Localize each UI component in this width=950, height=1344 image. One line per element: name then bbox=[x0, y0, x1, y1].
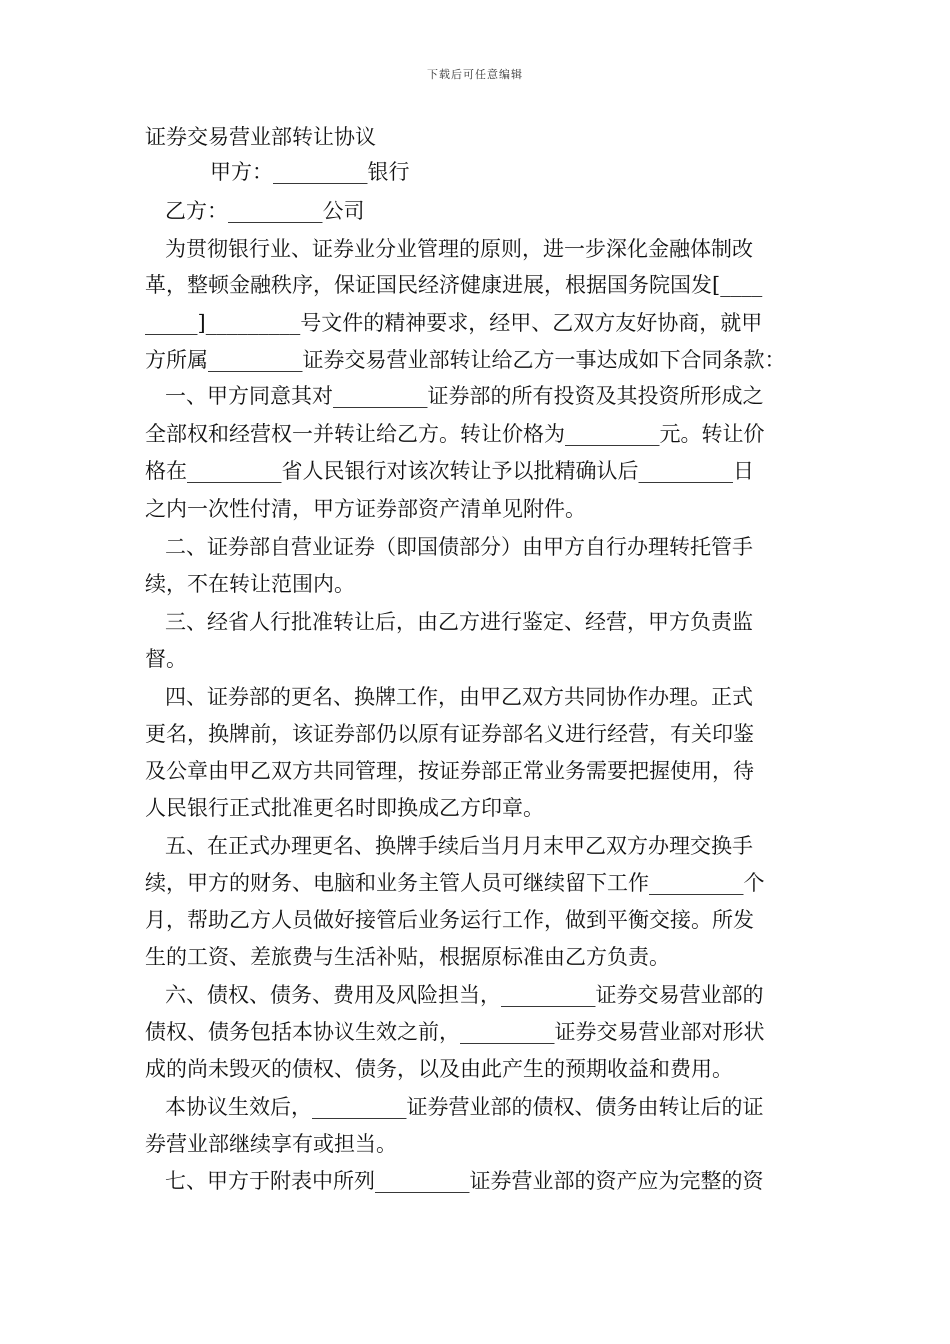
text-line: 三、经省人行批准转让后，由乙方进行鉴定、经营，甲方负责监 bbox=[165, 610, 753, 634]
text-line: 券营业部继续享有或担当。 bbox=[145, 1132, 397, 1156]
text-line: 续，不在转让范围内。 bbox=[145, 572, 355, 596]
text-line: 革，整顿金融秩序，保证国民经济健康进展，根据国务院国发[____ bbox=[145, 273, 763, 297]
text-line: 五、在正式办理更名、换牌手续后当月月末甲乙双方办理交换手 bbox=[165, 834, 753, 858]
text-line: 七、甲方于附表中所列_________证券营业部的资产应为完整的资 bbox=[165, 1169, 764, 1193]
text-line: 格在_________省人民银行对该次转让予以批精确认后_________日 bbox=[145, 459, 754, 483]
text-line: 一、甲方同意其对_________证券部的所有投资及其投资所形成之 bbox=[165, 384, 764, 408]
text-line: 及公章由甲乙双方共同管理，按证券部正常业务需要把握使用，待 bbox=[145, 759, 754, 783]
page-header: 下载后可任意编辑 bbox=[427, 68, 523, 81]
text-line: 更名，换牌前，该证券部仍以原有证券部名义进行经营，有关印鉴 bbox=[145, 722, 754, 746]
text-line: 乙方：_________公司 bbox=[165, 199, 365, 223]
text-line: 月，帮助乙方人员做好接管后业务运行工作，做到平衡交接。所发 bbox=[145, 908, 754, 932]
text-line: 人民银行正式批准更名时即换成乙方印章。 bbox=[145, 796, 544, 820]
text-line: 二、证券部自营业证券（即国债部分）由甲方自行办理转托管手 bbox=[165, 535, 753, 559]
text-line: 全部权和经营权一并转让给乙方。转让价格为_________元。转让价 bbox=[145, 422, 765, 446]
text-line: 续，甲方的财务、电脑和业务主管人员可继续留下工作_________个 bbox=[145, 871, 765, 895]
text-line: 本协议生效后，_________证券营业部的债权、债务由转让后的证 bbox=[165, 1095, 764, 1119]
text-line: 六、债权、债务、费用及风险担当，_________证券交易营业部的 bbox=[165, 983, 764, 1007]
text-line: 甲方：_________银行 bbox=[210, 160, 410, 184]
text-line: 方所属_________证券交易营业部转让给乙方一事达成如下合同条款： bbox=[145, 348, 786, 372]
text-line: 债权、债务包括本协议生效之前，_________证券交易营业部对形状 bbox=[145, 1020, 765, 1044]
text-line: 四、证券部的更名、换牌工作，由甲乙双方共同协作办理。正式 bbox=[165, 685, 753, 709]
text-line: 督。 bbox=[145, 647, 187, 671]
text-line: 生的工资、差旅费与生活补贴，根据原标准由乙方负责。 bbox=[145, 945, 670, 969]
text-line: _____]_________号文件的精神要求，经甲、乙双方友好协商，就甲 bbox=[145, 311, 763, 335]
document-title: 证券交易营业部转让协议 bbox=[145, 125, 376, 149]
text-line: 为贯彻银行业、证券业分业管理的原则，进一步深化金融体制改 bbox=[165, 237, 753, 261]
text-line: 之内一次性付清，甲方证券部资产清单见附件。 bbox=[145, 497, 586, 521]
text-line: 成的尚未毁灭的债权、债务，以及由此产生的预期收益和费用。 bbox=[145, 1057, 733, 1081]
